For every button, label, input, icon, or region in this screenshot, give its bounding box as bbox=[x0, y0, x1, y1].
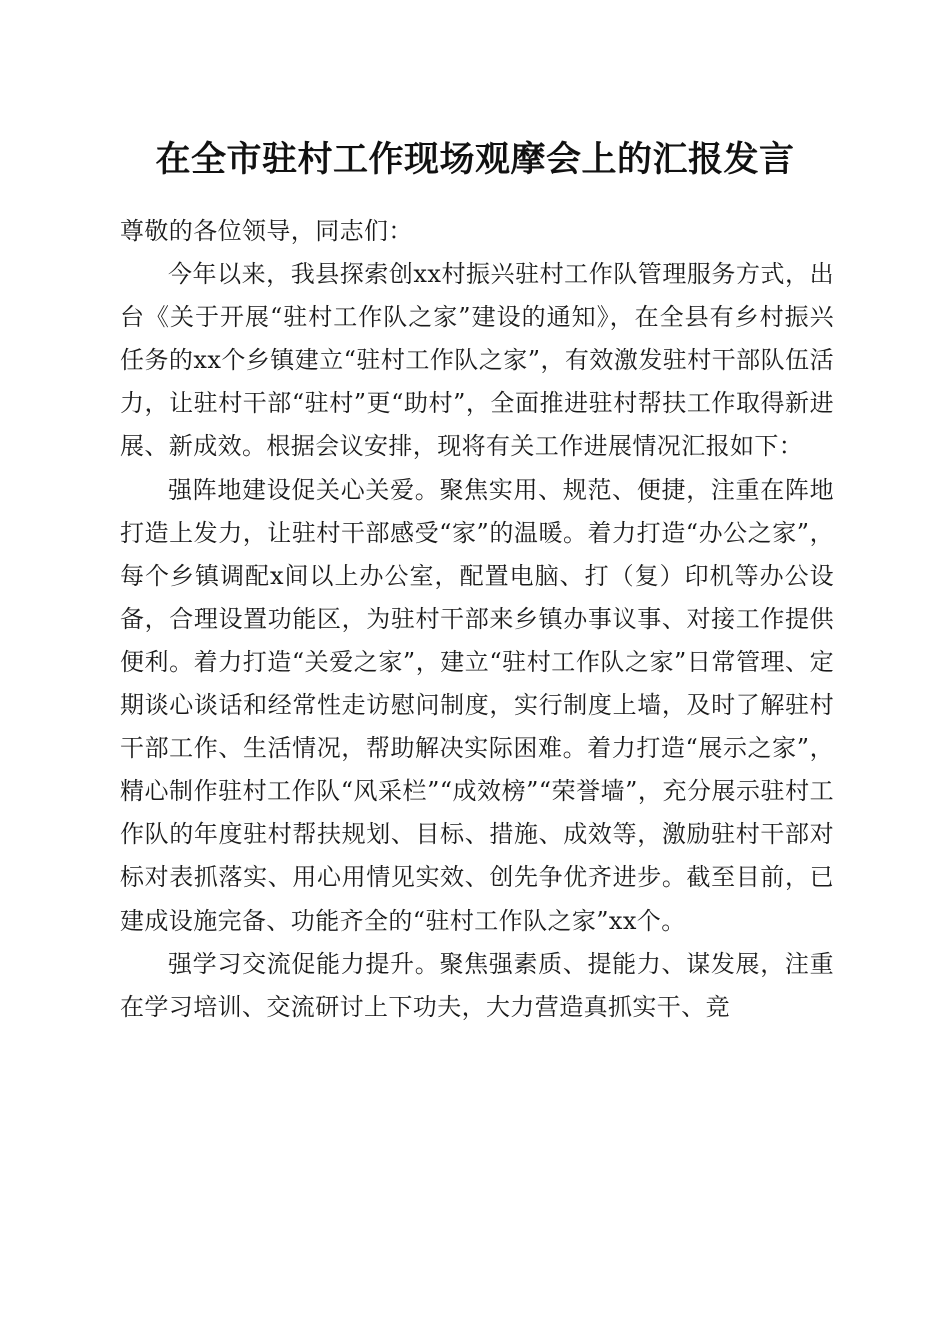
paragraph-intro: 今年以来，我县探索创xx村振兴驻村工作队管理服务方式，出台《关于开展“驻村工作队之家”建设的通知》，在全县有乡村振兴任务的xx个乡镇建立“驻村工作队之家”，有效激发驻村干部队伍活力，让驻村干部“驻村”更“助村”，全面推进驻村帮扶工作取得新进展、新成效。根据会议安排，现将有关工作进展情况汇报如下： bbox=[120, 260, 834, 461]
document-title: 在全市驻村工作现场观摩会上的汇报发言 bbox=[155, 139, 795, 180]
document-body bbox=[120, 210, 834, 1029]
salutation: 尊敬的各位领导，同志们： bbox=[120, 217, 413, 245]
paragraph-positions: 强阵地建设促关心关爱。聚焦实用、规范、便捷，注重在阵地打造上发力，让驻村干部感受“家”的温暖。着力打造“办公之家”，每个乡镇调配x间以上办公室，配置电脑、打（复）印机等办公设备，合理设置功能区，为驻村干部来乡镇办事议事、对接工作提供便利。着力打造“关爱之家”，建立“驻村工作队之家”日常管理、定期谈心谈话和经常性走访慰问制度，实行制度上墙，及时了解驻村干部工作、生活情况，帮助解决实际困难。着力打造“展示之家”，精心制作驻村工作队“风采栏”“成效榜”“荣誉墙”，充分展示驻村工作队的年度驻村帮扶规划、目标、措施、成效等，激励驻村干部对标对表抓落实、用心用情见实效、创先争优齐进步。截至目前，已建成设施完备、功能齐全的“驻村工作队之家”xx个。 bbox=[120, 475, 834, 935]
paragraph-learning: 强学习交流促能力提升。聚焦强素质、提能力、谋发展，注重在学习培训、交流研讨上下功夫，大力营造真抓实干、竞 bbox=[120, 949, 834, 1021]
